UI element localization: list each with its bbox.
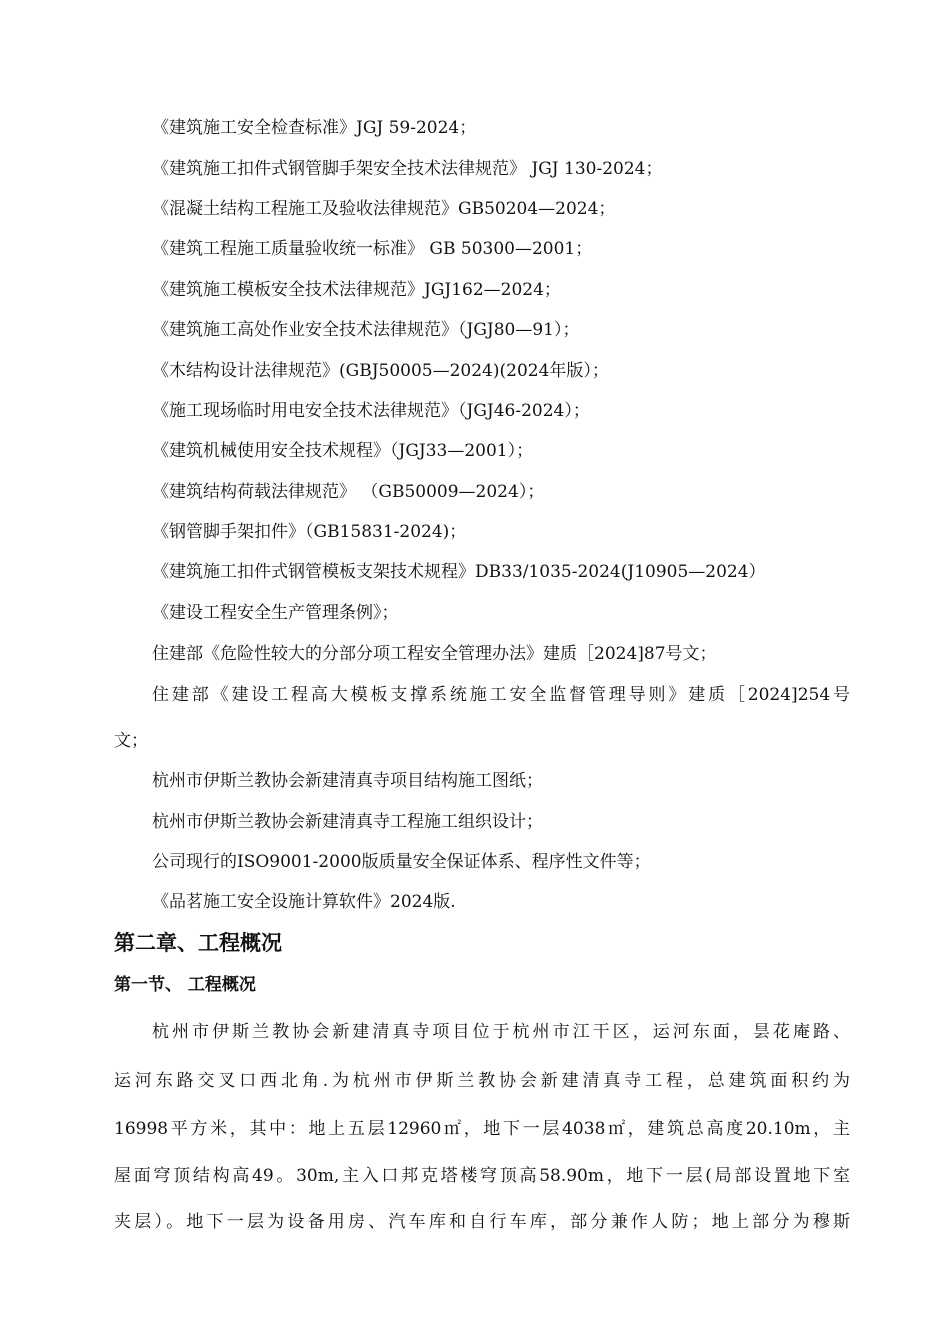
reference-item-continuation: 文； [114,731,148,751]
reference-item: 《木结构设计法律规范》(GBJ50005—2024)(2024年版）； [152,361,609,381]
reference-item: 《建筑施工安全检查标准》JGJ 59-2024； [152,118,477,138]
chapter-title: 第二章、工程概况 [114,931,282,955]
reference-item: 《钢管脚手架扣件》（GB15831-2024)； [152,522,467,542]
section-title: 第一节、 工程概况 [114,975,256,995]
reference-item: 《建筑施工扣件式钢管脚手架安全技术法律规范》 JGJ 130-2024； [152,159,663,179]
overview-paragraph-line: 夹层）。地下一层为设备用房、汽车库和自行车库，部分兼作人防；地上部分为穆斯 [114,1212,850,1232]
reference-item: 《建筑机械使用安全技术规程》（JGJ33—2001）； [152,441,534,461]
reference-item: 《施工现场临时用电安全技术法律规范》（JGJ46-2024）； [152,401,590,421]
reference-item: 《建设工程安全生产管理条例》； [152,603,399,623]
reference-item: 《建筑工程施工质量验收统一标准》 GB 50300—2001； [152,239,593,259]
reference-item: 杭州市伊斯兰教协会新建清真寺项目结构施工图纸； [152,771,543,791]
reference-item: 公司现行的ISO9001-2000版质量安全保证体系、程序性文件等； [152,852,651,872]
reference-item: 《混凝土结构工程施工及验收法律规范》GB50204—2024； [152,199,616,219]
overview-paragraph-line: 杭州市伊斯兰教协会新建清真寺项目位于杭州市江干区，运河东面，昙花庵路、 [152,1022,850,1042]
reference-item: 住建部《建设工程高大模板支撑系统施工安全监督管理导则》建质［2024]254号 [152,685,850,705]
overview-paragraph-line: 运河东路交叉口西北角.为杭州市伊斯兰教协会新建清真寺工程，总建筑面积约为 [114,1071,850,1091]
reference-item: 杭州市伊斯兰教协会新建清真寺工程施工组织设计； [152,812,543,832]
overview-paragraph-line: 16998平方米，其中：地上五层12960㎡，地下一层4038㎡，建筑总高度20.10m，主 [114,1119,850,1139]
reference-item: 《品茗施工安全设施计算软件》2024版. [152,892,456,912]
reference-item: 住建部《危险性较大的分部分项工程安全管理办法》建质［2024]87号文； [152,644,717,664]
reference-item: 《建筑施工高处作业安全技术法律规范》（JGJ80—91）； [152,320,580,340]
overview-paragraph-line: 屋面穹顶结构高49。30m,主入口邦克塔楼穹顶高58.90m，地下一层(局部设置地下室 [114,1166,850,1186]
reference-item: 《建筑结构荷载法律规范》 （GB50009—2024）； [152,482,545,502]
reference-item: 《建筑施工模板安全技术法律规范》JGJ162—2024； [152,280,561,300]
reference-item: 《建筑施工扣件式钢管模板支架技术规程》DB33/1035-2024(J10905—2024） [152,562,766,582]
